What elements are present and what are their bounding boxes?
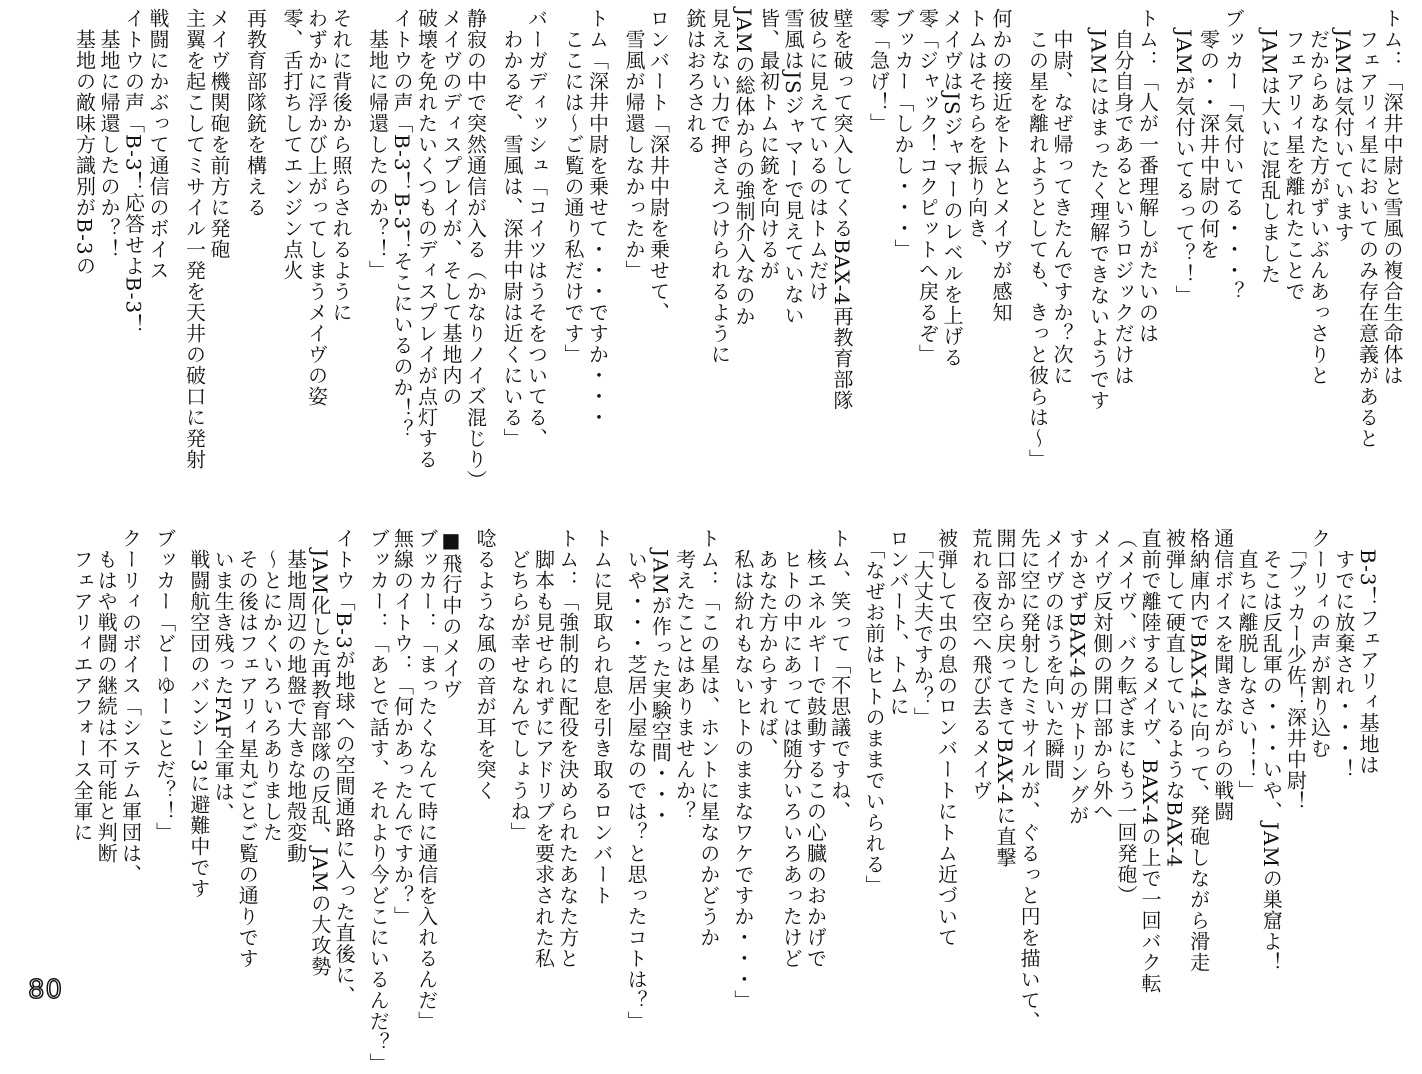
text-column: メイヴ機関砲を前方に発砲 xyxy=(207,8,231,260)
text-column: それに背後から照らされるように xyxy=(329,8,353,323)
text-column: JAMが作った実験空間・・・ xyxy=(648,528,673,826)
text-column: ヒトの中にあっては随分いろいろあったけど xyxy=(779,528,804,969)
column-spacer xyxy=(614,528,624,1008)
text-column: ブッカー「気付いてる・・・？ xyxy=(1221,8,1245,302)
text-column: 何かの接近をトムとメイヴが感知 xyxy=(989,8,1013,323)
text-column: フェアリィ星を離れたことで xyxy=(1282,8,1306,302)
text-column: JAM化した再教育部隊の反乱、JAMの大攻勢 xyxy=(307,528,332,977)
text-column: 格納庫内でBAX-4に向って、発砲しながら滑走 xyxy=(1186,528,1211,974)
text-column: イトウの声「B-3！B-3！そこにいるのか！？ xyxy=(390,8,414,441)
text-column: トム：「人が一番理解しがたいのは xyxy=(1135,8,1160,344)
text-column: 中尉、なぜ帰ってきたんですか？次に xyxy=(1050,8,1074,386)
column-spacer xyxy=(353,8,365,498)
text-column: もはや戦闘の継続は不可能と判断 xyxy=(94,528,119,864)
text-column: JAMは大いに混乱しました xyxy=(1257,8,1282,285)
text-column: 「大丈夫ですか？」 xyxy=(910,528,935,728)
text-column: トム、笑って「不思議ですね、 xyxy=(827,528,852,822)
text-column: 核エネルギーで鼓動するこの心臓のおかげで xyxy=(803,528,828,969)
text-column: 戦闘にかぶって通信のボイス xyxy=(146,8,170,281)
text-column: わかるぞ、雪風は、深井中尉は近くにいる」 xyxy=(500,8,524,449)
text-column: 自分自身であるというロジックだけは xyxy=(1111,8,1135,386)
text-column: 先に空に発射したミサイルが、ぐるっと円を描いて、 xyxy=(1017,528,1042,1032)
script-text-lower xyxy=(70,528,1380,1074)
text-column: 零「ジャック！コクピットへ戻るぞ」 xyxy=(915,8,940,365)
text-column: 皆、最初トムに銃を向けるが xyxy=(756,8,781,281)
column-spacer xyxy=(488,8,500,498)
text-column: イトウの声「B-3！応答せよB-3！ xyxy=(121,8,146,336)
text-column: 「ブッカー少佐！深井中尉！ xyxy=(1283,528,1308,812)
text-column: この星を離れようとしても、きっと彼らは～」 xyxy=(1025,8,1050,470)
text-column: トム「深井中尉を乗せて・・・ですか・・・ xyxy=(585,8,610,428)
text-column: トム：「強制的に配役を決められたあなた方と xyxy=(555,528,580,969)
text-column: 荒れる夜空へ飛び去るメイヴ xyxy=(968,528,993,801)
column-spacer xyxy=(177,528,187,1008)
text-column: 再教育部隊銃を構える xyxy=(243,8,268,218)
text-column: クーリィの声が割り込む xyxy=(1307,528,1332,759)
text-column: メイヴのほうを向いた瞬間 xyxy=(1041,528,1066,780)
text-column: フェアリィ星においてのみ存在意義があると xyxy=(1355,8,1380,449)
text-column: ブッカー：「あとで話す、それより今どこにいるんだ？」 xyxy=(366,528,391,1074)
text-column: 被弾して硬直しているようなBAX-4 xyxy=(1162,528,1187,869)
text-column: そこは反乱軍の・・・いや、JAMの巣窟よ！ xyxy=(1259,528,1284,973)
text-column: すでに放棄され・・・！ xyxy=(1331,528,1356,780)
script-text-upper xyxy=(72,8,1404,498)
text-column: JAMは気付いています xyxy=(1331,8,1355,243)
text-column: トムに見取られ息を引き取るロンバート xyxy=(589,528,614,906)
text-column: 破壊を免れたいくつものディスプレイが点灯する xyxy=(414,8,439,470)
text-column: メイヴのディスプレイが、そして基地内の xyxy=(439,8,463,407)
column-spacer xyxy=(610,8,622,498)
text-column: 「なぜお前はヒトのままでいられる」 xyxy=(861,528,886,896)
column-spacer xyxy=(959,528,969,1008)
text-column: ロンバート、トムに xyxy=(886,528,911,717)
text-column: トムはそちらを振り向き、 xyxy=(964,8,989,260)
column-spacer xyxy=(1013,8,1025,498)
text-column: どちらが幸せなんでしょうね」 xyxy=(507,528,532,843)
text-column: ブッカー「どーゆーことだ？！」 xyxy=(152,528,177,843)
column-spacer xyxy=(580,528,590,1008)
text-column: 脚本も見せられずにアドリブを要求された私 xyxy=(531,528,556,969)
text-column: JAMが気付いてるって？！」 xyxy=(1172,8,1196,306)
text-column: バーガディッシュ「コイツはうそをついてる、 xyxy=(524,8,549,449)
text-column: 基地周辺の地盤で大きな地殻変動 xyxy=(283,528,308,864)
column-spacer xyxy=(671,8,683,498)
text-column: 零の・・深井中尉の何を xyxy=(1196,8,1221,260)
text-column: 雪風はJSジャマーで見えていない xyxy=(781,8,805,326)
text-column: 見えない力で押さえつけられるように xyxy=(707,8,732,365)
text-column: メイヴ反対側の開口部から外へ xyxy=(1089,528,1114,822)
text-column: 直前で離陸するメイヴ、BAX-4の上で一回バク転 xyxy=(1138,528,1163,995)
text-column: JAMの総体からの強制介入なのか xyxy=(732,8,756,327)
column-spacer xyxy=(1160,8,1172,498)
text-column: 開口部から戻ってきてBAX-4に直撃 xyxy=(992,528,1017,869)
column-spacer xyxy=(356,528,366,1008)
text-column: いま生き残ったFAF全軍は、 xyxy=(211,528,236,824)
text-column: 基地に帰還したのか？！」 xyxy=(365,8,390,281)
text-column: ロンバート「深井中尉を乗せて、 xyxy=(646,8,671,323)
text-column: 通信ボイスを聞きながらの戦闘 xyxy=(1210,528,1235,822)
text-column: 零、舌打ちしてエンジン点火 xyxy=(280,8,304,281)
text-column: 主翼を起こしてミサイル一発を天井の破口に発射 xyxy=(182,8,207,470)
text-column: ブッカー：「まったくなんて時に通信を入れるんだ」 xyxy=(414,528,439,1032)
text-column: 戦闘航空団のバンシー3に避難中です xyxy=(186,528,211,899)
text-column: トム：「深井中尉と雪風の複合生命体は xyxy=(1380,8,1404,386)
text-column: 雪風が帰還しなかったか」 xyxy=(622,8,646,281)
text-column: 基地に帰還したのか？！ xyxy=(97,8,121,260)
text-column: 零「急げ！」 xyxy=(866,8,891,134)
text-column: 考えたことはありませんか？ xyxy=(672,528,697,822)
page-number: 80 xyxy=(28,975,64,1005)
column-spacer xyxy=(170,8,182,498)
column-spacer xyxy=(1074,8,1086,498)
column-spacer xyxy=(142,528,152,1008)
text-column: ブッカー「しかし・・・」 xyxy=(891,8,915,260)
text-column: だからあなた方がずいぶんあっさりと xyxy=(1306,8,1331,386)
text-column: トム：「この星は、ホントに星なのかどうか xyxy=(696,528,721,948)
text-column: 唸るような風の音が耳を突く xyxy=(473,528,498,801)
text-column: 静寂の中で突然通信が入る（かなりノイズ混じり） xyxy=(463,8,488,491)
column-spacer xyxy=(231,8,243,498)
column-spacer xyxy=(549,8,561,498)
text-column: 私は紛れもないヒトのままなワケですか・・・」 xyxy=(730,528,755,1011)
text-column: ここには～ご覧の通り私だけです」 xyxy=(561,8,585,365)
text-column: 無線のイトウ：「何かあったんですか？」 xyxy=(390,528,415,927)
text-column: 壁を破って突入してくるBAX-4再教育部隊 xyxy=(830,8,854,412)
column-spacer xyxy=(497,528,507,1008)
text-column: 銃はおろされる xyxy=(683,8,707,155)
text-column: クーリィのボイス「システム軍団は、 xyxy=(118,528,143,885)
text-column: ～とにかくいろいろありました xyxy=(259,528,284,843)
text-column: わずかに浮かび上がってしまうメイヴの姿 xyxy=(304,8,329,407)
text-column: JAMにはまったく理解できないようです xyxy=(1086,8,1111,411)
text-column: 基地の敵味方識別がB-3の xyxy=(72,8,97,277)
text-column: いや・・・芝居小屋なのでは？と思ったコトは？」 xyxy=(624,528,649,1032)
text-column: その後はフェアリィ星丸ごとご覧の通りです xyxy=(235,528,260,969)
column-spacer xyxy=(852,528,862,1008)
text-column: B-3！フェアリィ基地は xyxy=(1356,528,1380,776)
text-column: フェアリィエアフォース全軍に xyxy=(70,528,95,843)
column-spacer xyxy=(721,528,731,1008)
text-column: 彼らに見えているのはトムだけ xyxy=(805,8,830,302)
text-column: イトウ「B-3が地球への空間通路に入った直後に、 xyxy=(332,528,357,1007)
text-column: （メイヴ、バク転ざまにもう一回発砲） xyxy=(1113,528,1138,906)
column-spacer xyxy=(268,8,280,498)
column-spacer xyxy=(463,528,473,1008)
column-spacer xyxy=(854,8,866,498)
text-column: 直ちに離脱しなさい！！」 xyxy=(1234,528,1259,801)
column-spacer xyxy=(1245,8,1257,498)
text-column: ■飛行中のメイヴ xyxy=(438,528,463,700)
text-column: 被弾して虫の息のロンバートにトム近づいて xyxy=(934,528,959,948)
text-column: メイヴはJSジャマーのレベルを上げる xyxy=(940,8,964,368)
text-column: すかさずBAX-4のガトリングが xyxy=(1065,528,1090,827)
text-column: あなた方からすれば、 xyxy=(755,528,780,759)
